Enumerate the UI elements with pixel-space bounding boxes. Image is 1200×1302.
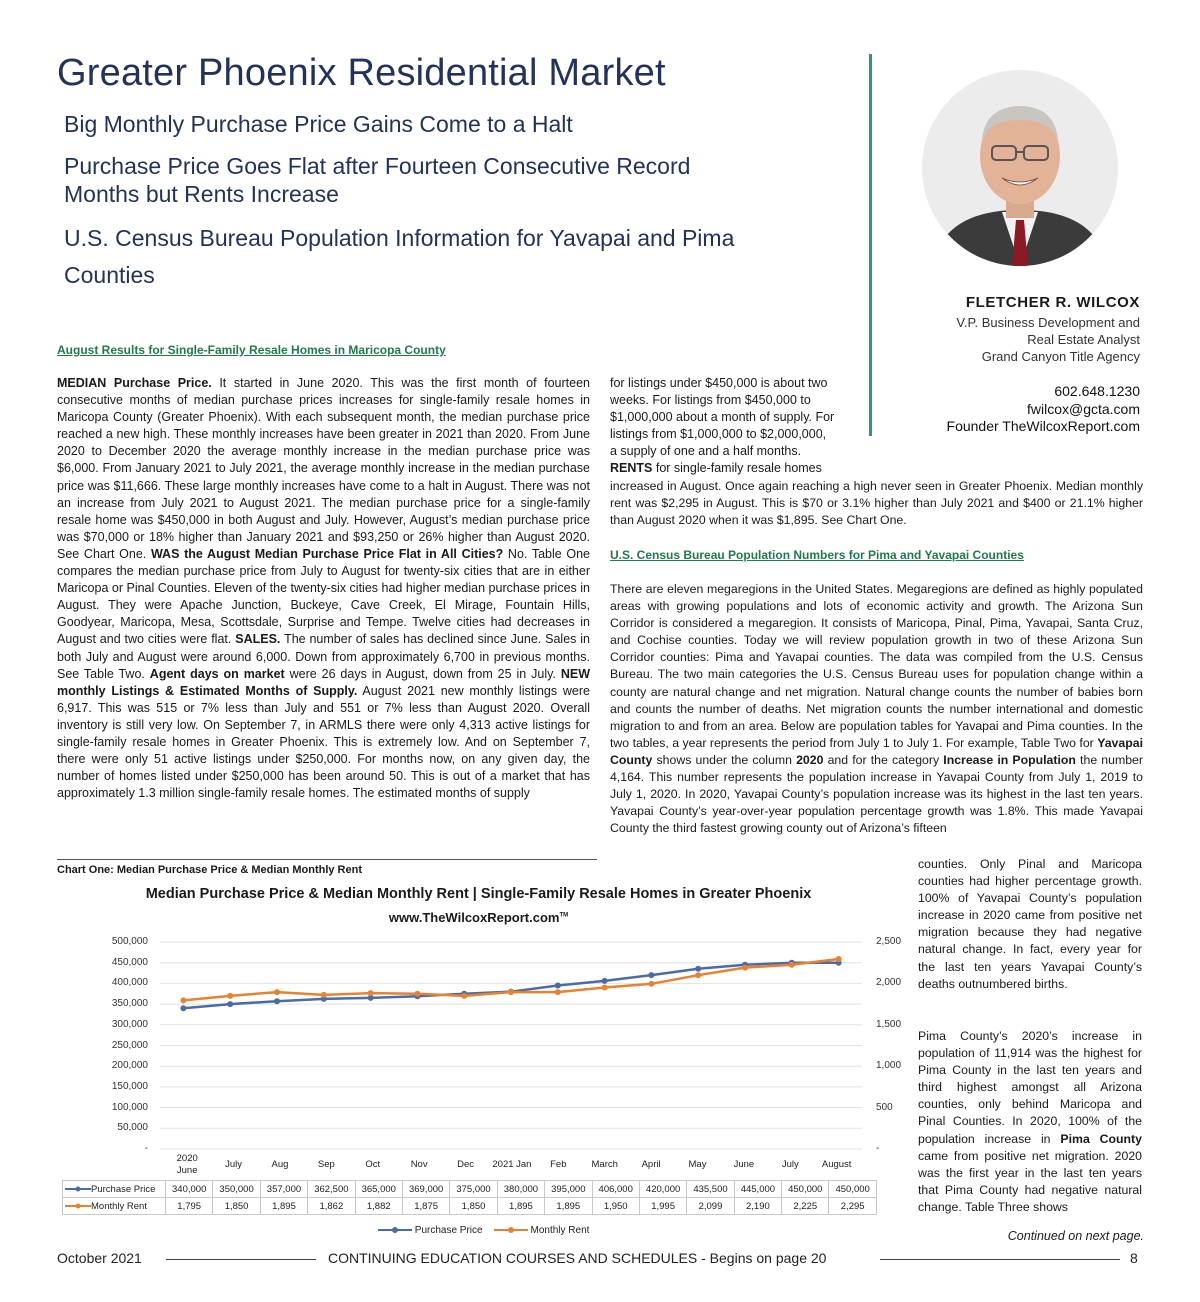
subtitle-2-line-1: Purchase Price Goes Flat after Fourteen Consecutive Record — [64, 153, 691, 179]
data-point — [836, 956, 842, 962]
data-table-cell: 375,000 — [450, 1181, 497, 1198]
data-table-cell: 1,895 — [260, 1198, 307, 1215]
data-table-row — [63, 1181, 877, 1198]
data-table-cell: 2,225 — [782, 1198, 829, 1215]
chart-title: Median Purchase Price & Median Monthly Rent | Single-Family Resale Homes in Greater Phoenix — [145, 886, 812, 902]
chart-url: www.TheWilcoxReport.com — [388, 910, 560, 925]
y-right-tick-label: 1,500 — [876, 1018, 902, 1030]
y-right-tick-label: 1,000 — [876, 1060, 902, 1072]
data-table-cell: 340,000 — [166, 1181, 213, 1198]
supply-line-5: a supply of one and a half months. — [610, 444, 802, 459]
subtitle-2-line-2: Months but Rents Increase — [64, 181, 339, 207]
rents-short: for single-family resale homes — [652, 461, 822, 476]
y-right-tick-label: - — [876, 1143, 880, 1154]
series-label: Purchase Price — [63, 1181, 166, 1198]
data-point — [602, 985, 608, 991]
author-title-line-1: V.P. Business Development and — [956, 315, 1140, 330]
data-point — [274, 998, 280, 1004]
data-point — [602, 978, 608, 984]
listings-lead: NEW monthly Listings & Estimated Months of Supply. — [57, 666, 590, 698]
category-label: May — [688, 1159, 707, 1170]
subtitle-3-line-1: U.S. Census Bureau Population Information for Yavapai and Pima — [64, 225, 735, 251]
legend-purchase-price: Purchase Price — [414, 1225, 483, 1236]
category-label: April — [641, 1159, 661, 1170]
category-label: 2020 June — [176, 1153, 198, 1176]
data-table-cell: 362,500 — [308, 1181, 355, 1198]
flat-lead: WAS the August Median Purchase Price Flat in All Cities? — [150, 546, 504, 561]
data-point — [648, 981, 654, 987]
category-label: Dec — [457, 1159, 474, 1170]
data-point — [508, 989, 514, 995]
footer-date: October 2021 — [57, 1250, 142, 1266]
author-name: FLETCHER R. WILCOX — [965, 294, 1140, 311]
category-label: August — [821, 1159, 852, 1170]
category-label: Aug — [271, 1159, 289, 1170]
rents-lead: RENTS — [610, 461, 653, 476]
chart-category-header — [62, 1150, 860, 1180]
data-point — [368, 990, 374, 996]
data-point — [742, 965, 748, 971]
data-table-cell: 369,000 — [402, 1181, 449, 1198]
data-table-cell: 2,295 — [829, 1198, 876, 1215]
census-bold-2020: 2020 — [796, 752, 824, 767]
data-point — [227, 993, 233, 999]
census-text-c: shows under the column — [652, 752, 797, 767]
pima-bold: Pima County — [1060, 1131, 1142, 1146]
pima-text-a: Pima County’s 2020’s increase in population of 11,914 was the highest for Pima County in the last ten years and third highest amongst all Arizona counties, only behind Maricopa and Pinal Counties. In 2020, 100% of the population increase in — [918, 1029, 1142, 1146]
supply-line-3: $1,000,000 about a month of supply. For — [610, 410, 835, 425]
data-point — [555, 982, 561, 988]
listings-text: August 2021 new monthly listings were 6,917. This was 515 or 7% less than July and 551 or 7% less than August 2020. Overall inventory is still very low. On September 7, in ARMLS there were only 4,313 active listings for single-family resale homes in Greater Phoenix. This is extremely low. And on September 7, there were only 51 active listings under $250,000. For months now, on any given day, the number of homes listed under $250,000 has been around 50. This is out of a market that has approximately 1.3 million single-family resale homes. The estimated months of supply — [57, 683, 590, 801]
y-left-tick-label: 400,000 — [111, 977, 148, 989]
data-table-cell: 1,875 — [402, 1198, 449, 1215]
category-label: Sep — [317, 1159, 335, 1170]
legend-monthly-rent: Monthly Rent — [530, 1225, 590, 1236]
y-left-tick-label: - — [144, 1143, 148, 1154]
page-number: 8 — [1130, 1250, 1138, 1266]
data-table-cell: 1,850 — [450, 1198, 497, 1215]
census-text-a: There are eleven megaregions in the United States. Megaregions are defined as highly populated areas with growing populations and lots of economic activity and growth. The Arizona Sun Corridor is considered a megaregion. It consists of Maricopa, Pinal, Pima, Yavapai, Santa Cruz, and Cochise counties. Today we will review population growth in two of these Arizona Sun Corridor counties: Pima and Yavapai counties. The data was compiled from the U.S. Census Bureau. The two main categories the U.S. Census Bureau uses for population change within a county are natural change and net migration. Natural change counts the number of babies born and counts the number of deaths. Net migration counts the number international and domestic migration to and from an area. Below are population tables for Yavapai and Pima counties. In the two tables, a year represents the period from July 1 to July 1. For example, Table Two for — [610, 582, 1143, 750]
data-point — [180, 997, 186, 1003]
data-table-cell: 2,190 — [734, 1198, 781, 1215]
census-text-e: the number 4,164. This number represents the population increase in Yavapai County from July 1, 2019 to July 1, 2020. In 2020, Yavapai County’s population increase was its highest in the last ten years. Yavapai County’s year-over-year population percentage growth was 1.8%. This made Yavapai County the third fastest growing county out of Arizona’s fifteen — [610, 752, 1143, 836]
data-table-cell: 1,995 — [639, 1198, 686, 1215]
category-label: July — [781, 1159, 799, 1170]
y-left-tick-label: 50,000 — [117, 1122, 148, 1134]
y-right-tick-label: 500 — [876, 1101, 893, 1113]
data-table-cell: 350,000 — [213, 1181, 260, 1198]
author-website: Founder TheWilcoxReport.com — [946, 418, 1140, 434]
category-label: March — [591, 1159, 618, 1170]
data-point — [695, 966, 701, 972]
census-bold-yavapai: Yavapai County — [610, 735, 1143, 767]
author-email[interactable]: fwilcox@gcta.com — [1026, 401, 1140, 417]
chart-caption: Chart One: Median Purchase Price & Median Monthly Rent — [57, 864, 362, 876]
data-table-cell: 1,850 — [213, 1198, 260, 1215]
section-heading-august-results: August Results for Single-Family Resale Homes in Maricopa County — [57, 343, 446, 357]
y-left-tick-label: 250,000 — [111, 1039, 148, 1051]
rents-text: increased in August. Once again reaching a high never seen in Greater Phoenix. Median monthly rent was $2,295 in August. This is $70 or 3.1% higher than July 2021 and $400 or 21.1% higher than August 2020 when it was $1,895. See Chart One. — [610, 479, 1143, 528]
data-table-cell: 395,000 — [545, 1181, 592, 1198]
data-point — [321, 992, 327, 998]
category-label-blank — [62, 1150, 164, 1180]
sales-lead: SALES. — [235, 632, 281, 647]
data-table-cell: 1,862 — [308, 1198, 355, 1215]
data-table-cell: 406,000 — [592, 1181, 639, 1198]
data-table-cell: 450,000 — [782, 1181, 829, 1198]
category-label: 2021 Jan — [492, 1159, 532, 1170]
data-point — [789, 962, 795, 968]
y-left-tick-label: 200,000 — [111, 1060, 148, 1072]
y-left-tick-label: 450,000 — [111, 956, 148, 968]
median-text: It started in June 2020. This was the first month of fourteen consecutive months of median purchase prices increases for single-family resale homes in Maricopa County (Greater Phoenix). With each subsequent month, the median purchase price reached a new high. These monthly increases have been greater in 2021 than 2020. From June 2020 to December 2020 the average monthly increase in the median purchase price was $6,000. From January 2021 to July 2021, the average monthly increase in the median purchase price was $11,666. These large monthly increases have come to a halt in August. There was not an increase from July 2021 to August 2021. The median purchase price for a single-family resale home was $450,000 in both August and July. However, August’s median purchase price was $70,000 or 18% higher than January 2021 and $93,250 or 26% higher than August 2020. See Chart One. — [57, 376, 590, 561]
census-paragraph-1-continued: counties. Only Pinal and Maricopa counties had higher percentage growth. 100% of Yavapai County’s population increase in 2020 came from positive net migration because they had negative natural change. In fact, every year for the last ten years Yavapai County’s deaths outnumbered births. — [918, 857, 1142, 991]
agent-lead: Agent days on market — [149, 666, 285, 681]
data-table-cell: 365,000 — [355, 1181, 402, 1198]
subtitle-1: Big Monthly Purchase Price Gains Come to a Halt — [64, 111, 573, 137]
data-table-cell: 1,950 — [592, 1198, 639, 1215]
page-title: Greater Phoenix Residential Market — [57, 52, 666, 94]
category-label: June — [733, 1159, 755, 1170]
data-point — [695, 972, 701, 978]
flat-text: No. Table One compares the median purchase price from July to August for twenty-six cities that are in either Maricopa or Pinal Counties. Eleven of the twenty-six cities had higher median purchase prices in August. They were Apache Junction, Buckeye, Cave Creek, El Mirage, Fountain Hills, Goodyear, Maricopa, Mesa, Scottsdale, Surprise and Tempe. Twelve cities had decreases in August and two cities were flat. — [57, 546, 591, 647]
data-point — [414, 991, 420, 997]
data-table-cell: 2,099 — [687, 1198, 734, 1215]
supply-line-2: weeks. For listings from $450,000 to — [610, 393, 811, 408]
supply-line-4: listings from $1,000,000 to $2,000,000, — [610, 427, 827, 442]
subtitle-3-line-2: Counties — [64, 262, 155, 288]
data-point — [180, 1005, 186, 1011]
y-left-tick-label: 150,000 — [111, 1080, 148, 1092]
median-lead: MEDIAN Purchase Price. — [57, 376, 212, 390]
chart-grid — [160, 942, 862, 1149]
category-label: Nov — [410, 1159, 428, 1170]
sales-text: The number of sales has declined since June. Sales in both July and August were around 6,000. Down from approximately 6,700 in previous months. See Table Two. — [57, 632, 591, 681]
data-point — [227, 1001, 233, 1007]
data-point — [461, 993, 467, 999]
census-bold-increase: Increase in Population — [943, 752, 1076, 767]
y-right-tick-label: 2,500 — [876, 936, 902, 947]
data-point — [274, 989, 280, 995]
y-right-tick-label: 2,000 — [876, 977, 902, 989]
census-text-d: and for the category — [823, 752, 944, 767]
continued-note: Continued on next page. — [1007, 1229, 1144, 1243]
y-left-tick-label: 100,000 — [111, 1101, 148, 1113]
data-point — [555, 989, 561, 995]
y-left-tick-label: 300,000 — [111, 1018, 148, 1030]
pima-text-c: came from positive net migration. 2020 was the first year in the last ten years that Pima County had negative natural change. Table Three shows — [918, 1148, 1142, 1214]
supply-line-1: for listings under $450,000 is about two — [610, 376, 828, 390]
data-point — [648, 972, 654, 978]
author-phone: 602.648.1230 — [1054, 383, 1140, 399]
data-table-cell: 1,895 — [497, 1198, 544, 1215]
category-label: July — [225, 1159, 243, 1170]
y-left-tick-label: 350,000 — [111, 998, 148, 1010]
data-table-cell: 1,795 — [166, 1198, 213, 1215]
category-label: Feb — [550, 1159, 567, 1170]
data-table-row — [63, 1198, 877, 1215]
data-table-cell: 1,895 — [545, 1198, 592, 1215]
data-table-cell: 435,500 — [687, 1181, 734, 1198]
footer-center[interactable]: CONTINUING EDUCATION COURSES AND SCHEDULES - Begins on page 20 — [328, 1250, 827, 1266]
chart-legend — [378, 1225, 589, 1236]
category-row — [62, 1150, 860, 1180]
footer-rule-right — [880, 1259, 1120, 1260]
data-table-cell: 380,000 — [497, 1181, 544, 1198]
y-left-tick-label: 500,000 — [111, 936, 148, 947]
data-table-cell: 450,000 — [829, 1181, 876, 1198]
section-heading-census: U.S. Census Bureau Population Numbers for Pima and Yavapai Counties — [610, 548, 1024, 562]
data-table-cell: 1,882 — [355, 1198, 402, 1215]
footer-rule-left — [166, 1259, 316, 1260]
trademark-mark: TM — [559, 912, 569, 919]
data-table-cell: 445,000 — [734, 1181, 781, 1198]
chart-data-table — [62, 1180, 877, 1215]
agent-text: were 26 days in August, down from 25 in July. — [284, 666, 561, 681]
category-label: Oct — [365, 1159, 381, 1170]
series-label: Monthly Rent — [63, 1198, 166, 1215]
data-table-cell: 420,000 — [639, 1181, 686, 1198]
data-table-cell: 357,000 — [260, 1181, 307, 1198]
author-title-line-3: Grand Canyon Title Agency — [981, 349, 1140, 364]
author-title-line-2: Real Estate Analyst — [1027, 332, 1140, 347]
